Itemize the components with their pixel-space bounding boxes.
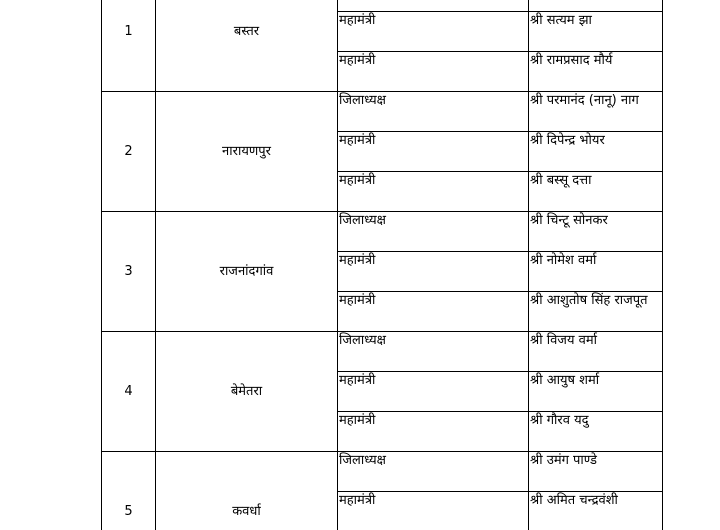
post-title: महामंत्री <box>338 132 529 172</box>
serial-number: 2 <box>102 92 156 212</box>
person-name: श्री बस्सू दत्ता <box>529 172 663 212</box>
post-title: महामंत्री <box>338 372 529 412</box>
post-title: महामंत्री <box>338 12 529 52</box>
person-name: श्री अमित चन्द्रवंशी <box>529 492 663 530</box>
post-title: जिलाध्यक्ष <box>338 92 529 132</box>
serial-number: 1 <box>102 0 156 92</box>
person-name: श्री विजय वर्मा <box>529 332 663 372</box>
post-title: जिलाध्यक्ष <box>338 332 529 372</box>
district-name: नारायणपुर <box>156 92 338 212</box>
person-name: श्री रामप्रसाद मौर्य <box>529 52 663 92</box>
office-bearers-table <box>101 0 663 530</box>
person-name: श्री परमानंद (नानू) नाग <box>529 92 663 132</box>
person-name: श्री सत्यम झा <box>529 12 663 52</box>
person-name: श्री दिपेन्द्र भोयर <box>529 132 663 172</box>
person-name: श्री गौरव यदु <box>529 412 663 452</box>
table-row <box>102 452 663 492</box>
person-name: श्री उमंग पाण्डे <box>529 452 663 492</box>
post-title: महामंत्री <box>338 172 529 212</box>
table-row <box>102 92 663 132</box>
serial-number: 5 <box>102 452 156 530</box>
serial-number: 3 <box>102 212 156 332</box>
serial-number: 4 <box>102 332 156 452</box>
person-name: श्री चिन्टू सोनकर <box>529 212 663 252</box>
post-title: महामंत्री <box>338 292 529 332</box>
person-name: श्री आयुष शर्मा <box>529 372 663 412</box>
district-name: कवर्धा <box>156 452 338 530</box>
post-title: महामंत्री <box>338 52 529 92</box>
post-title: महामंत्री <box>338 412 529 452</box>
table-row <box>102 0 663 12</box>
district-name: बेमेतरा <box>156 332 338 452</box>
district-name: बस्तर <box>156 0 338 92</box>
post-title: जिलाध्यक्ष <box>338 452 529 492</box>
table-row <box>102 332 663 372</box>
post-title: महामंत्री <box>338 252 529 292</box>
table-row <box>102 212 663 252</box>
person-name <box>529 0 663 12</box>
post-title <box>338 0 529 12</box>
person-name: श्री आशुतोष सिंह राजपूत <box>529 292 663 332</box>
post-title: जिलाध्यक्ष <box>338 212 529 252</box>
post-title: महामंत्री <box>338 492 529 530</box>
person-name: श्री नोमेश वर्मा <box>529 252 663 292</box>
district-name: राजनांदगांव <box>156 212 338 332</box>
